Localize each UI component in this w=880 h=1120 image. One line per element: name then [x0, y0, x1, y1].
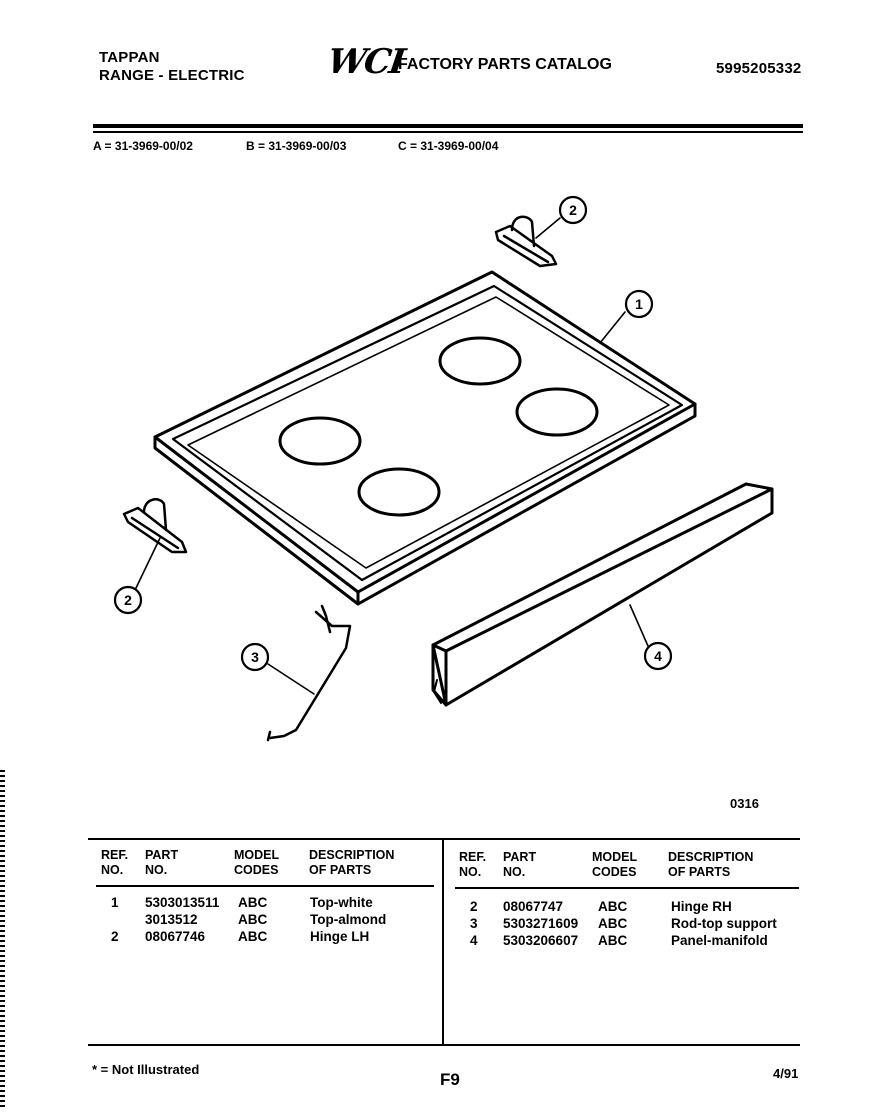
table-bottom-rule [88, 1044, 800, 1046]
right-codes-header: MODEL CODES [592, 850, 638, 879]
cooktop-top [155, 272, 695, 604]
table-row: 2 08067747 ABC Hinge RH [470, 899, 732, 914]
model-b: B = 31-3969-00/03 [246, 139, 347, 153]
brand-name: TAPPAN [99, 49, 160, 66]
rod-top-support [268, 606, 350, 740]
left-ref-header: REF. NO. [101, 848, 129, 877]
callout-3-label: 3 [251, 649, 259, 665]
model-c: C = 31-3969-00/04 [398, 139, 499, 153]
figure-code: 0316 [730, 796, 759, 811]
right-parts-list [455, 898, 800, 949]
left-header-rule [96, 885, 434, 887]
callout-4-label: 4 [654, 648, 662, 664]
panel-manifold [433, 484, 772, 705]
table-row: 1 5303013511 ABC Top-white [111, 895, 373, 910]
callout-2b-label: 2 [124, 592, 132, 608]
right-part-header: PART NO. [503, 850, 537, 879]
right-ref-header: REF. NO. [459, 850, 487, 879]
product-type: RANGE - ELECTRIC [99, 67, 245, 84]
hinge-rh [496, 217, 556, 266]
table-row: 3013512 ABC Top-almond [145, 912, 387, 927]
table-divider [442, 838, 444, 1046]
revision-date: 4/91 [773, 1066, 799, 1081]
callout-2a-label: 2 [569, 202, 577, 218]
left-desc-header: DESCRIPTION OF PARTS [309, 848, 395, 877]
table-row: 2 08067746 ABC Hinge LH [111, 929, 370, 944]
left-codes-header: MODEL CODES [234, 848, 280, 877]
right-header-rule [455, 887, 799, 889]
model-a: A = 31-3969-00/02 [93, 139, 193, 153]
page-number: F9 [440, 1070, 460, 1089]
left-part-header: PART NO. [145, 848, 179, 877]
table-top-rule [88, 838, 800, 840]
not-illustrated-note: * = Not Illustrated [92, 1062, 200, 1077]
table-row: 3 5303271609 ABC Rod-top support [470, 916, 777, 931]
catalog-title: FACTORY PARTS CATALOG [398, 56, 612, 73]
left-parts-list [96, 894, 436, 945]
leader-lines [136, 218, 648, 694]
catalog-number: 5995205332 [716, 60, 802, 77]
hinge-lh [124, 499, 186, 552]
right-desc-header: DESCRIPTION OF PARTS [668, 850, 754, 879]
wci-logo: WCI [325, 42, 406, 82]
callout-1-label: 1 [635, 296, 643, 312]
table-row: 4 5303206607 ABC Panel-manifold [470, 933, 768, 948]
